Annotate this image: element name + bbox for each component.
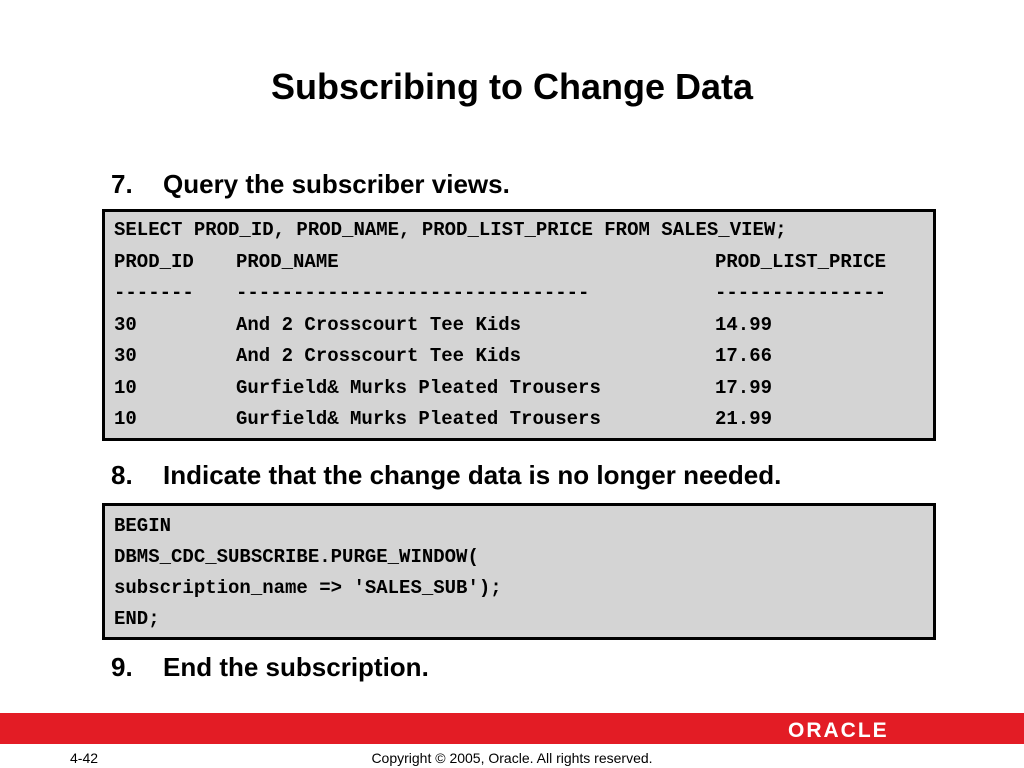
table-row bbox=[105, 376, 933, 400]
separator-prod-name: ------------------------------- bbox=[236, 282, 590, 304]
step-7-number: 7. bbox=[111, 169, 133, 199]
cell-prod-id: 10 bbox=[114, 408, 137, 430]
code-line: subscription_name => 'SALES_SUB'); bbox=[114, 577, 502, 599]
table-row bbox=[105, 344, 933, 368]
step-7 bbox=[111, 167, 510, 201]
step-8-number: 8. bbox=[111, 460, 133, 490]
cell-prod-id: 30 bbox=[114, 314, 137, 336]
result-header-row bbox=[105, 250, 933, 274]
cell-prod-name: Gurfield& Murks Pleated Trousers bbox=[236, 408, 601, 430]
copyright-notice: Copyright © 2005, Oracle. All rights reserved. bbox=[371, 750, 653, 766]
purge-code-box bbox=[102, 503, 936, 640]
sql-statement: SELECT PROD_ID, PROD_NAME, PROD_LIST_PRICE FROM SALES_VIEW; bbox=[114, 219, 787, 241]
oracle-logo bbox=[788, 716, 914, 742]
cell-prod-name: And 2 Crosscourt Tee Kids bbox=[236, 345, 522, 367]
step-8 bbox=[111, 458, 781, 492]
table-row bbox=[105, 407, 933, 431]
cell-prod-list-price: 21.99 bbox=[715, 408, 773, 430]
cell-prod-list-price: 17.66 bbox=[715, 345, 773, 367]
cell-prod-id: 30 bbox=[114, 345, 137, 367]
step-9-number: 9. bbox=[111, 652, 133, 682]
step-7-text: Query the subscriber views. bbox=[163, 169, 510, 199]
cell-prod-name: Gurfield& Murks Pleated Trousers bbox=[236, 377, 601, 399]
svg-text:ORACLE: ORACLE bbox=[788, 719, 889, 742]
step-9-text: End the subscription. bbox=[163, 652, 429, 682]
code-line: DBMS_CDC_SUBSCRIBE.PURGE_WINDOW( bbox=[114, 546, 479, 568]
table-row bbox=[105, 313, 933, 337]
column-header-prod-id: PROD_ID bbox=[114, 251, 194, 273]
step-8-text: Indicate that the change data is no longer needed. bbox=[163, 460, 782, 490]
cell-prod-name: And 2 Crosscourt Tee Kids bbox=[236, 314, 522, 336]
code-line: BEGIN bbox=[114, 515, 172, 537]
query-code-box bbox=[102, 209, 936, 441]
result-separator-row bbox=[105, 281, 933, 305]
step-9 bbox=[111, 650, 429, 684]
separator-prod-list-price: --------------- bbox=[715, 282, 887, 304]
code-line: END; bbox=[114, 608, 160, 630]
column-header-prod-name: PROD_NAME bbox=[236, 251, 339, 273]
cell-prod-list-price: 17.99 bbox=[715, 377, 773, 399]
cell-prod-list-price: 14.99 bbox=[715, 314, 773, 336]
separator-prod-id: ------- bbox=[114, 282, 194, 304]
page-number: 4-42 bbox=[70, 750, 99, 766]
column-header-prod-list-price: PROD_LIST_PRICE bbox=[715, 251, 887, 273]
cell-prod-id: 10 bbox=[114, 377, 137, 399]
slide-title: Subscribing to Change Data bbox=[270, 66, 754, 107]
